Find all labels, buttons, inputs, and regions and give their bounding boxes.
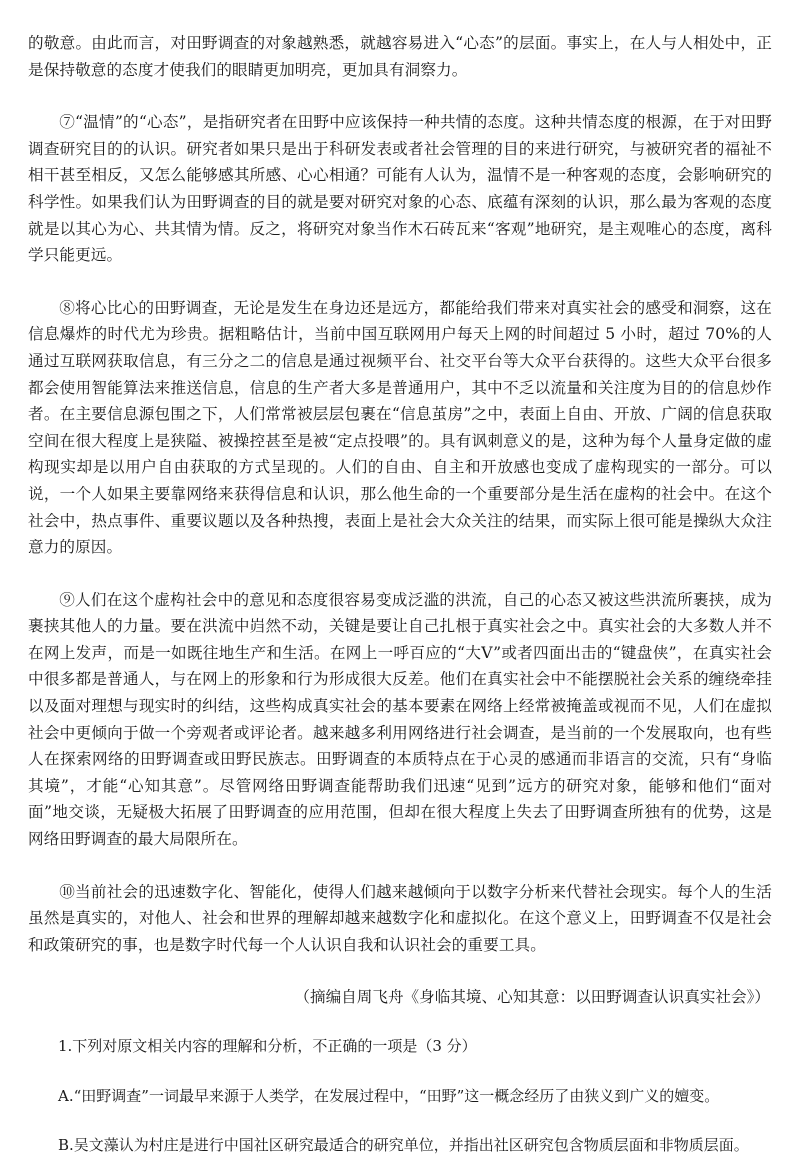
source-citation: （摘编自周飞舟《身临其境、心知其意：以田野调查认识真实社会》） [294,988,770,1007]
option-a: A.“田野调查”一词最早来源于人类学，在发展过程中，“田野”这一概念经历了由狭义到广义的嬗变。 [58,1087,720,1105]
paragraph-7: ⑦“温情”的“心态”，是指研究者在田野中应该保持一种共情的态度。这种共情态度的根源，在于对田野调查研究目的的认识。研究者如果只是出于科研发表或者社会管理的目的来进行研究，与被研究者的福祉不相干甚至相反，又怎么能够感其所感、心心相通？可能有人认为，温情不是一种客观的态度，会影响研究的科学性。如果我们认为田野调查的目的就是要对研究对象的心态、底蕴有深刻的认识，那么最为客观的态度就是以其心为心、共其情为情。反之，将研究对象当作木石砖瓦来“客观”地研究，是主观唯心的态度，离科学只能更远。 [28,113,772,265]
paragraph-8: ⑧将心比心的田野调查，无论是发生在身边还是远方，都能给我们带来对真实社会的感受和洞察，这在信息爆炸的时代尤为珍贵。据粗略估计，当前中国互联网用户每天上网的时间超过 5 小时，超过 70%的人通过互联网获取信息，有三分之二的信息是通过视频平台、社交平台等大众平台获得的。这些大众平台很多都会使用智能算法来推送信息，信息的生产者大多是普通用户，其中不乏以流量和关注度为目的的信息炒作者。在主要信息源包围之下，人们常常被层层包裹在“信息茧房”之中，表面上自由、开放、广阔的信息获取空间在很大程度上是狭隘、被操控甚至是被“定点投喂”的。具有讽刺意义的是，这种为每个人量身定做的虚构现实却是以用户自由获取的方式呈现的。人们的自由、自主和开放感也变成了虚构现实的一部分。可以说，一个人如果主要靠网络来获得信息和认识，那么他生命的一个重要部分是生活在虚构的社会中。在这个社会中，热点事件、重要议题以及各种热搜，表面上是社会大众关注的结果，而实际上很可能是操纵大众注意力的原因。 [28,298,772,557]
paragraph-9: ⑨人们在这个虚构社会中的意见和态度很容易变成泛滥的洪流，自己的心态又被这些洪流所裹挟，成为裹挟其他人的力量。要在洪流中岿然不动，关键是要让自己扎根于真实社会之中。真实社会的大多数人并不在网上发声，而是一如既往地生产和生活。在网上一呼百应的“大V”或者四面出击的“键盘侠”，在真实社会中很多都是普通人，与在网上的形象和行为形成很大反差。他们在真实社会中不能摆脱社会关系的缠绕牵挂以及面对理想与现实时的纠结，这些构成真实社会的基本要素在网络上经常被掩盖或视而不见，人们在虚拟社会中更倾向于做一个旁观者或评论者。越来越多利用网络进行社会调查，是当前的一个发展取向，也有些人在探索网络的田野调查或田野民族志。田野调查的本质特点在于心灵的感通而非语言的交流，只有“身临其境”，才能“心知其意”。尽管网络田野调查能帮助我们迅速“见到”远方的研究对象，能够和他们“面对面”地交谈，无疑极大拓展了田野调查的应用范围，但却在很大程度上失去了田野调查所独有的优势，这是网络田野调查的最大局限所在。 [28,590,772,849]
paragraph-continuation: 的敬意。由此而言，对田野调查的对象越熟悉，就越容易进入“心态”的层面。事实上，在人与人相处中，正是保持敬意的态度才使我们的眼睛更加明亮，更加具有洞察力。 [28,34,772,79]
option-b: B.吴文藻认为村庄是进行中国社区研究最适合的研究单位，并指出社区研究包含物质层面和非物质层面。 [58,1136,749,1154]
question-stem: 1.下列对原文相关内容的理解和分析，不正确的一项是（3 分） [58,1037,477,1055]
paragraph-10: ⑩当前社会的迅速数字化、智能化，使得人们越来越倾向于以数字分析来代替社会现实。每个人的生活虽然是真实的，对他人、社会和世界的理解却越来越数字化和虚拟化。在这个意义上，田野调查不仅是社会和政策研究的事，也是数字时代每一个人认识自我和认识社会的重要工具。 [28,882,772,954]
